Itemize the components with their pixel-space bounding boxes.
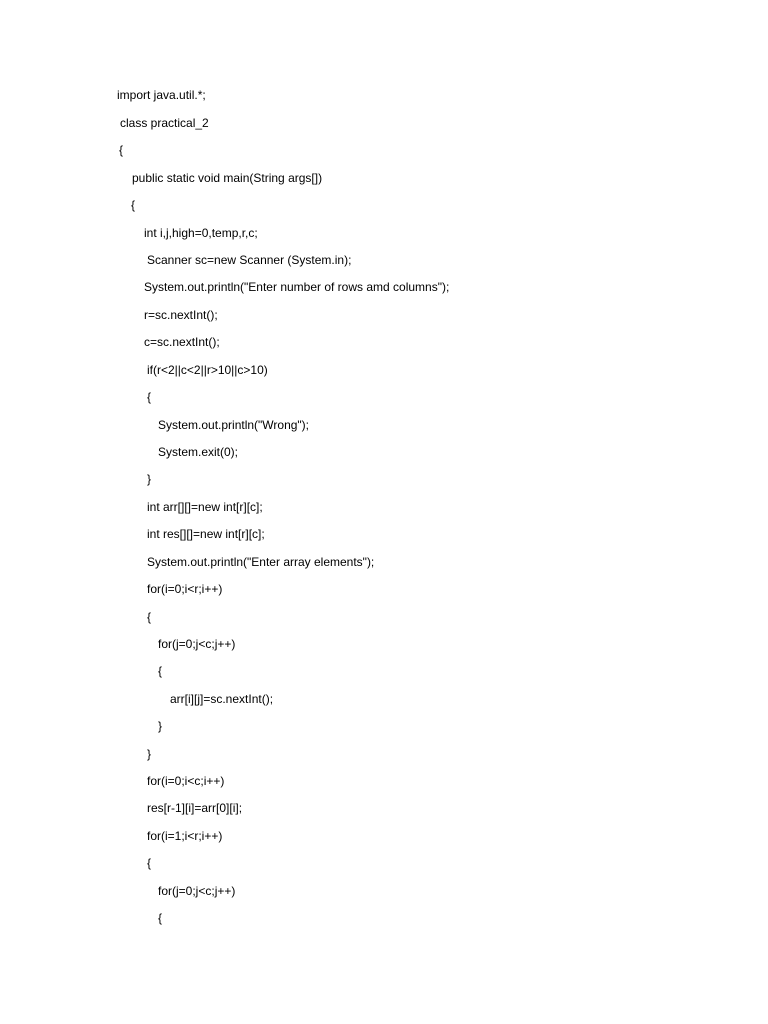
code-line: arr[i][j]=sc.nextInt(); <box>170 692 274 706</box>
code-line: int res[][]=new int[r][c]; <box>147 527 265 541</box>
code-line: { <box>147 390 152 404</box>
code-line: if(r<2||c<2||r>10||c>10) <box>147 363 268 377</box>
code-line: { <box>147 610 152 624</box>
code-line: r=sc.nextInt(); <box>144 308 218 322</box>
code-line: res[r-1][i]=arr[0][i]; <box>147 801 243 815</box>
code-line: public static void main(String args[]) <box>132 171 323 185</box>
code-line: { <box>158 911 163 925</box>
code-line: } <box>147 472 152 486</box>
code-line: for(j=0;j<c;j++) <box>158 637 236 651</box>
code-line: System.out.println("Enter array elements"); <box>147 555 375 569</box>
code-line: import java.util.*; <box>117 88 206 102</box>
code-line: int arr[][]=new int[r][c]; <box>147 500 263 514</box>
code-line: Scanner sc=new Scanner (System.in); <box>147 253 352 267</box>
code-line: for(i=0;i<r;i++) <box>147 582 223 596</box>
code-line: { <box>131 198 136 212</box>
code-line: { <box>158 664 163 678</box>
code-line: c=sc.nextInt(); <box>144 335 220 349</box>
code-line: for(i=0;i<c;i++) <box>147 774 225 788</box>
code-line: System.out.println("Wrong"); <box>158 418 310 432</box>
code-line: System.out.println("Enter number of rows amd columns"); <box>144 280 450 294</box>
code-line: System.exit(0); <box>158 445 239 459</box>
code-line: { <box>119 143 124 157</box>
code-line: } <box>147 747 152 761</box>
code-line: for(j=0;j<c;j++) <box>158 884 236 898</box>
code-line: } <box>158 719 163 733</box>
code-line: int i,j,high=0,temp,r,c; <box>144 226 258 240</box>
code-line: { <box>147 856 152 870</box>
code-line: for(i=1;i<r;i++) <box>147 829 223 843</box>
code-line: class practical_2 <box>120 116 209 130</box>
